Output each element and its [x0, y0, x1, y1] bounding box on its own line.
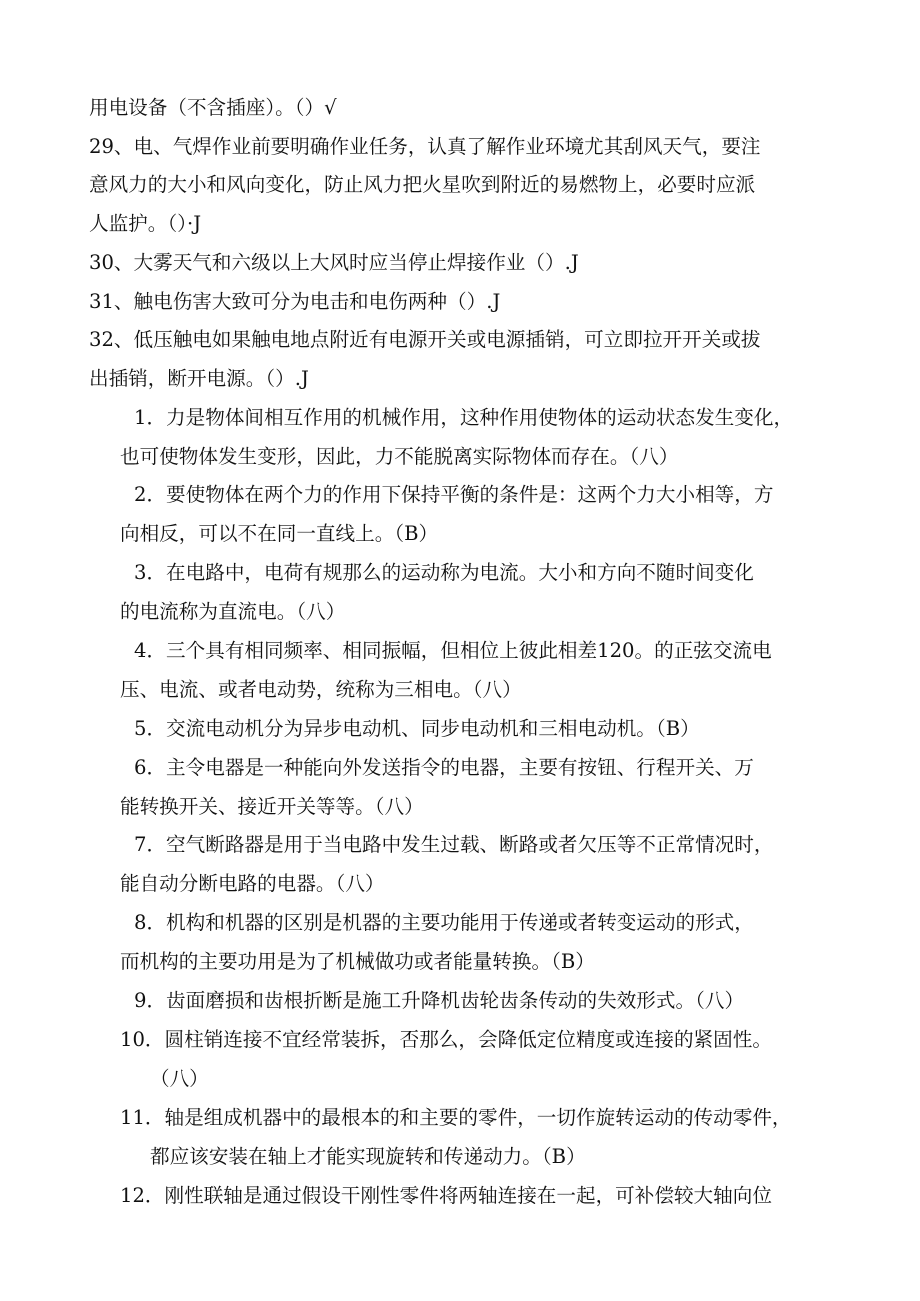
text-line: 31、触电伤害大致可分为电击和电伤两种（）.J — [89, 290, 501, 313]
text-line: 32、低压触电如果触电地点附近有电源开关或电源插销，可立即拉开开关或拔 — [89, 328, 761, 351]
text-line: 都应该安装在轴上才能实现旋转和传递动力。（B） — [150, 1145, 586, 1168]
text-line: 7．空气断路器是用于当电路中发生过载、断路或者欠压等不正常情况时， — [134, 833, 774, 856]
text-line: 9．齿面磨损和齿根折断是施工升降机齿轮齿条传动的失效形式。（八） — [134, 989, 745, 1012]
text-line: 1．力是物体间相互作用的机械作用，这种作用使物体的运动状态发生变化， — [134, 406, 794, 429]
text-line: 向相反，可以不在同一直线上。（B） — [120, 522, 439, 545]
text-line: 能自动分断电路的电器。（八） — [120, 872, 385, 895]
text-line: 29、电、气焊作业前要明确作业任务，认真了解作业环境尤其刮风天气，要注 — [89, 135, 761, 158]
text-line: 压、电流、或者电动势，统称为三相电。（八） — [120, 678, 522, 701]
text-line: 3．在电路中，电荷有规那么的运动称为电流。大小和方向不随时间变化 — [134, 561, 754, 584]
text-line: 5．交流电动机分为异步电动机、同步电动机和三相电动机。（B） — [134, 717, 700, 740]
text-line: （八） — [150, 1067, 209, 1090]
text-line: 12．刚性联轴是通过假设干刚性零件将两轴连接在一起，可补偿较大轴向位 — [120, 1184, 772, 1207]
text-line: 30、大雾天气和六级以上大风时应当停止焊接作业（）.J — [89, 251, 579, 274]
text-line: 也可使物体发生变形，因此，力不能脱离实际物体而存在。（八） — [120, 445, 679, 468]
text-line: 2．要使物体在两个力的作用下保持平衡的条件是：这两个力大小相等，方 — [134, 483, 774, 506]
text-line: 10．圆柱销连接不宜经常装拆，否那么，会降低定位精度或连接的紧固性。 — [120, 1028, 772, 1051]
text-line: 能转换开关、接近开关等等。（八） — [120, 795, 424, 818]
text-line: 11．轴是组成机器中的最根本的和主要的零件，一切作旋转运动的传动零件， — [120, 1106, 792, 1129]
text-line: 用电设备（不含插座）。（）√ — [89, 96, 337, 119]
text-line: 8．机构和机器的区别是机器的主要功能用于传递或者转变运动的形式， — [134, 911, 754, 934]
text-line: 意风力的大小和风向变化，防止风力把火星吹到附近的易燃物上，必要时应派 — [89, 173, 756, 196]
text-line: 人监护。（）·J — [89, 212, 202, 235]
text-line: 而机构的主要功用是为了机械做功或者能量转换。（B） — [120, 950, 595, 973]
text-line: 出插销，断开电源。（）.J — [89, 367, 309, 390]
text-line: 4．三个具有相同频率、相同振幅，但相位上彼此相差120。的正弦交流电 — [134, 639, 772, 662]
text-line: 6．主令电器是一种能向外发送指令的电器，主要有按钮、行程开关、万 — [134, 756, 754, 779]
text-line: 的电流称为直流电。（八） — [120, 600, 346, 623]
